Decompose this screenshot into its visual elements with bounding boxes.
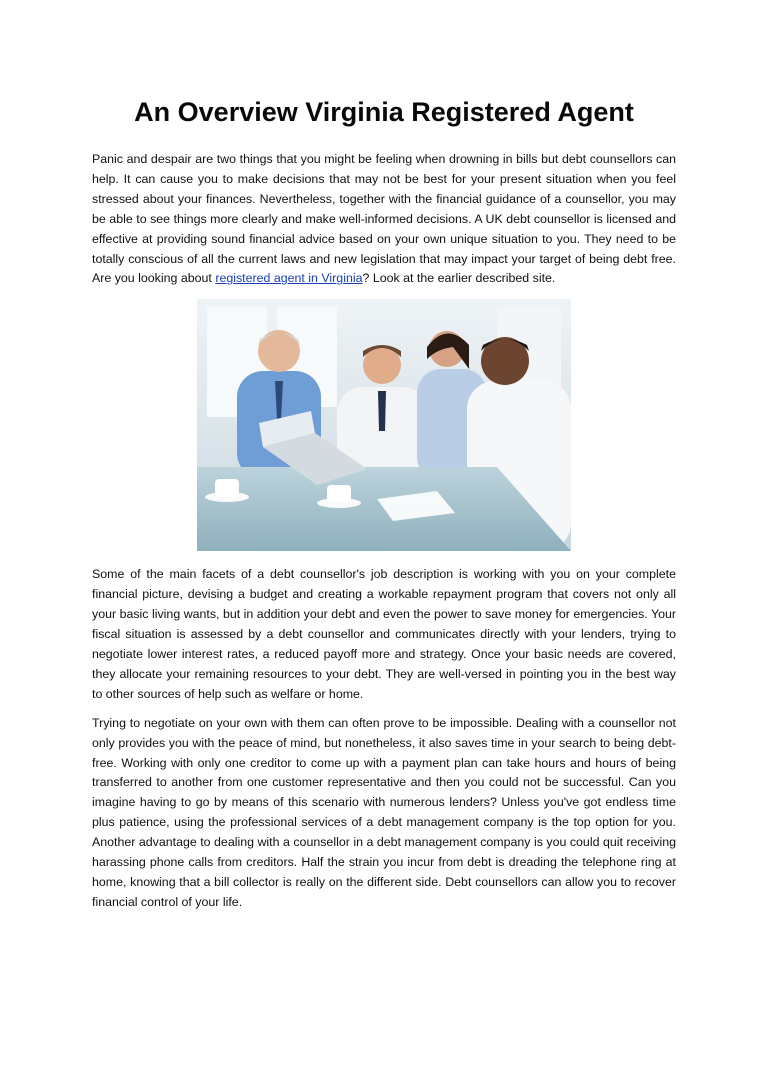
document-title: An Overview Virginia Registered Agent (134, 97, 634, 127)
paragraph-intro-tail: ? Look at the earlier described site. (362, 271, 556, 286)
document-page (92, 96, 676, 913)
paragraph-job-description: Some of the main facets of a debt counsellor's job description is working with you on your complete financial picture, devising a budget and creating a workable repayment program that covers not only all your basic living wants, but in addition your debt and even the power to save money for emergencies. Your fiscal situation is assessed by a debt counsellor and communicates directly with your lenders, trying to negotiate lower interest rates, a reduced payoff more and strategy. Once your basic needs are covered, they allocate your remaining resources to your debt. They are well-versed in pointing you in the best way to other sources of help such as welfare or home. (92, 567, 676, 701)
business-meeting-photo (197, 299, 571, 551)
registered-agent-link[interactable]: registered agent in Virginia (215, 271, 363, 286)
paragraph-intro (92, 150, 676, 289)
paragraph-negotiation: Trying to negotiate on your own with them can often prove to be impossible. Dealing with a counsellor not only provides you with the peace of mind, but nonetheless, it also saves time in your search to being debt-free. Working with only one creditor to come up with a payment plan can take hours and hours of being transferred to another from one customer representative and then you could not be successful. Can you imagine having to go by means of this scenario with numerous lenders? Unless you've got endless time plus patience, using the professional services of a debt management company is the top option for you. Another advantage to dealing with a counsellor in a debt management company is you could quit receiving harassing phone calls from creditors. Half the strain you incur from debt is dreading the telephone ring at home, knowing that a bill collector is really on the different side. Debt counsellors can allow you to recover financial control of your life. (92, 715, 676, 909)
paragraph-intro-text: Panic and despair are two things that you might be feeling when drowning in bills but debt counsellors can help. It can cause you to make decisions that may not be best for your present situation when you feel stressed about your finances. Nevertheless, together with the financial guidance of a counsellor, you may be able to see things more clearly and make well-informed decisions. A UK debt counsellor is licensed and effective at providing sound financial advice based on your own unique situation to you. They need to be totally conscious of all the current laws and new legislation that may impact your target of being debt free. Are you looking about (92, 152, 676, 286)
